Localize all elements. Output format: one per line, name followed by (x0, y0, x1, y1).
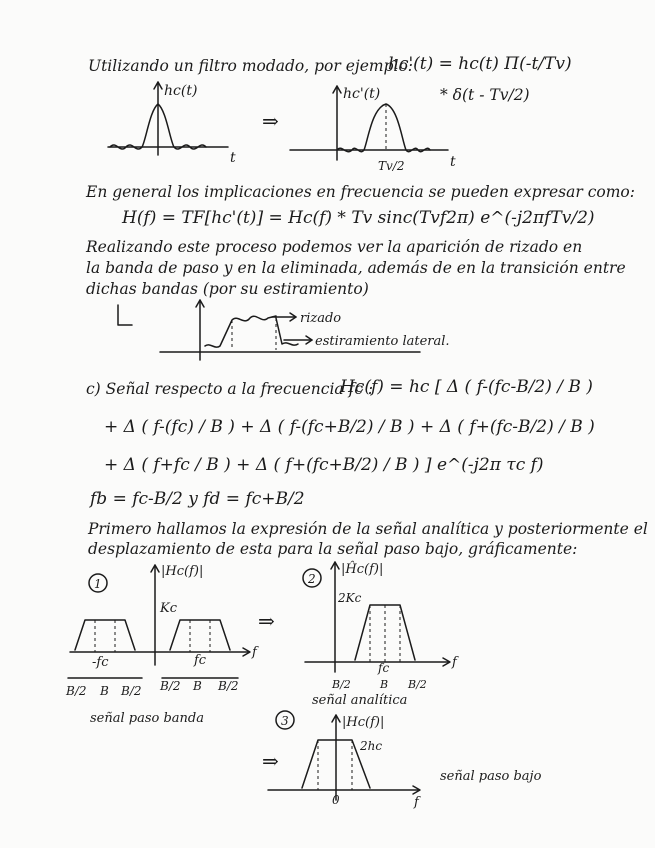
b-half-3: B/2 (160, 679, 181, 693)
p2-b-half-1: B/2 (332, 678, 351, 691)
section-c-heading: c) Señal respecto a la frecuencia fc : (86, 380, 374, 398)
intro-text: Utilizando un filtro modado, por ejemplo: (88, 57, 413, 75)
estiramiento-arrowhead (306, 336, 312, 344)
b-1: B (100, 684, 109, 698)
p1-neg-fc: -fc (92, 655, 109, 670)
circle-3 (276, 711, 294, 729)
b-half-1: B/2 (66, 684, 87, 698)
right-axis-label: hc'(t) (343, 86, 381, 102)
p2-amp: 2Kc (338, 591, 362, 605)
p3-x-arrow (413, 786, 420, 794)
p3-amp: 2hc (360, 739, 383, 753)
left-axis-label: hc(t) (164, 83, 198, 99)
p2-b-half-2: B/2 (408, 678, 427, 691)
p1-x-arrow (243, 648, 250, 656)
p1-y-arrow (151, 565, 159, 572)
ripple-passband (205, 316, 276, 347)
p2-fc: fc (378, 661, 390, 675)
p3-f: f (414, 795, 419, 810)
b-half-4: B/2 (218, 679, 239, 693)
circle-1 (89, 574, 107, 592)
p1-left-trapezoid (75, 620, 135, 650)
left-sinc-curve (110, 104, 206, 149)
p3-y-arrow (332, 715, 340, 722)
number-2: 2 (308, 572, 316, 586)
number-1: 1 (94, 577, 102, 591)
estiramiento-label: estiramiento lateral. (315, 334, 450, 349)
general-implications-text: En general los implicaciones en frecuencia se pueden expresar como: (86, 183, 635, 201)
analytic-text-2: desplazamiento de esta para la señal paso bajo, gráficamente: (88, 540, 578, 558)
rizado-arrowhead (290, 313, 296, 321)
truncated-response-equation: hc'(t) = hc(t) Π(-t/Tv) (388, 54, 572, 74)
corner-mark (118, 305, 132, 325)
p1-fc: fc (194, 653, 207, 668)
p1-right-trapezoid (170, 620, 230, 650)
process-text-2: la banda de paso y en la eliminada, además de en la transición entre (86, 259, 626, 277)
frequency-response-equation: H(f) = TF[hc'(t)] = Hc(f) * Tv sinc(Tvf2π) e^(-j2πfTv/2) (122, 208, 595, 228)
delta-shift-equation: * δ(t - Tv/2) (440, 86, 530, 104)
caption-analitica: señal analítica (312, 693, 408, 708)
p3-trapezoid (302, 740, 370, 788)
p2-x-arrow (443, 658, 450, 666)
p1-amp: Kc (160, 601, 177, 616)
p1-f: f (252, 645, 257, 660)
implies-arrow-1: ⇒ (262, 109, 279, 133)
bandpass-equation-head: Hc(f) = hc [ Δ ( f-(fc-B/2) / B ) (340, 377, 593, 397)
caption-paso-bajo: señal paso bajo (440, 769, 542, 784)
p2-trapezoid (355, 605, 415, 660)
bandpass-equation-line3: + Δ ( f+fc / B ) + Δ ( f+(fc+B/2) / B ) ] e^(-j2π τc f) (104, 455, 544, 475)
p1-y-label: |Hc(f)| (161, 564, 204, 579)
caption-paso-banda: señal paso banda (90, 711, 204, 726)
p2-y-arrow (331, 562, 339, 569)
analytic-text-1: Primero hallamos la expresión de la señal analítica y posteriormente el (88, 520, 648, 538)
tv-half-tick: Tv/2 (378, 159, 405, 173)
p2-f: f (452, 655, 457, 670)
p2-y-label: |Ĥc(f)| (341, 562, 384, 577)
right-t-label: t (450, 154, 456, 170)
right-y-arrow (333, 86, 341, 93)
circle-2 (303, 569, 321, 587)
p3-y-label: |Hc(f)| (342, 715, 385, 730)
number-3: 3 (281, 714, 289, 728)
bandpass-equation-line2: + Δ ( f-(fc) / B ) + Δ ( f-(fc+B/2) / B ) + Δ ( f+(fc-B/2) / B ) (104, 417, 595, 437)
left-t-label: t (230, 150, 236, 166)
process-text-1: Realizando este proceso podemos ver la aparición de rizado en (86, 238, 583, 256)
implies-arrow-2: ⇒ (258, 609, 275, 633)
ripple-transition (276, 318, 298, 345)
p3-zero: 0 (332, 793, 340, 807)
left-y-arrow (154, 82, 162, 89)
p2-b: B (380, 678, 389, 691)
right-shifted-sinc (337, 104, 430, 152)
b-2: B (193, 679, 202, 693)
ripple-y-arrow (196, 300, 204, 307)
rizado-label: rizado (300, 311, 342, 326)
b-half-2: B/2 (121, 684, 142, 698)
process-text-3: dichas bandas (por su estiramiento) (86, 280, 369, 298)
implies-arrow-3: ⇒ (262, 749, 279, 773)
band-edges-equation: fb = fc-B/2 y fd = fc+B/2 (90, 489, 305, 509)
